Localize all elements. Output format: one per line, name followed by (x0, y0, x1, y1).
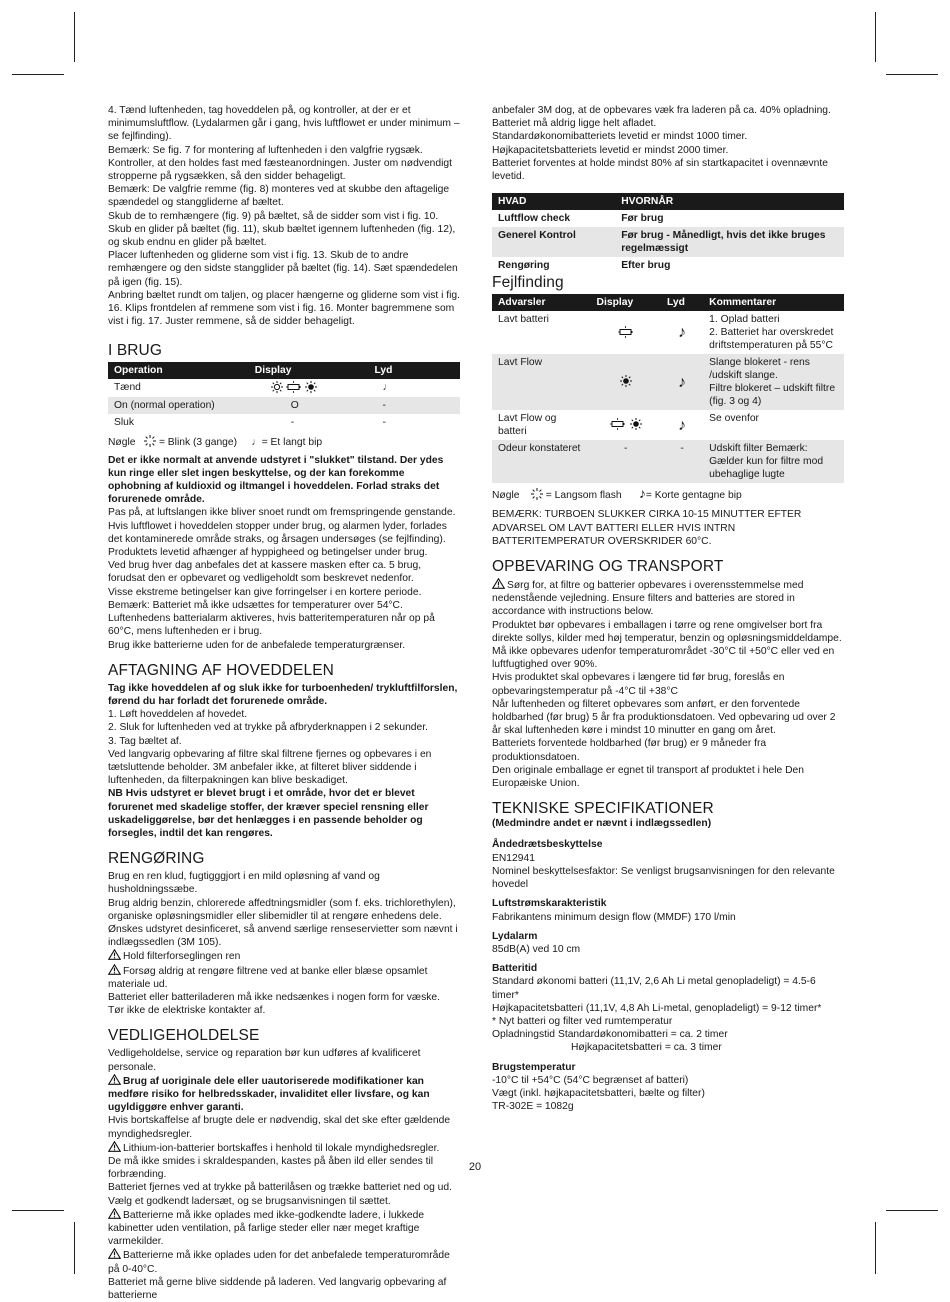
spec-value: EN12941 (492, 852, 535, 864)
paragraph: Tør ikke de elektriske kontakter af. (108, 1005, 266, 1017)
aftagning-bold-intro: Tag ikke hoveddelen af og sluk ikke for turboenheden/ trykluftfilforslen, førend du har forladt det forurenede område. (108, 682, 458, 707)
when-cell: Før brug - Månedligt, hvis det ikke bruges regelmæssigt (615, 227, 844, 257)
crop-mark (12, 1210, 64, 1211)
intro-paragraph: 4. Tænd luftenheden, tag hoveddelen på, og kontroller, at der er et minimumsluftflow. (Lydalarmen går i gang, hvis luftflowet er under minimum – se fejlfinding). (108, 105, 460, 143)
paragraph: Visse ekstreme betingelser kan give forringelser i en kortere periode. (108, 586, 422, 598)
key-legend (492, 487, 844, 502)
warning-bold: Det er ikke normalt at anvende udstyret i "slukket" tilstand. Der ydes kun ringe eller slet ingen beskyttelse, og der kan forekomme ophobning af kuldioxid og iltmangel i hoveddelen. Forlad straks det forurenede område. (108, 454, 444, 506)
crop-mark (875, 12, 876, 62)
comments-cell: Se ovenfor (709, 413, 759, 425)
key-label: Nøgle (108, 437, 136, 449)
intro-paragraph: Skub en glider på bæltet (fig. 11), skub bæltet igennem luftenheden (fig. 12), og skub endnu en glider på bæltet. (108, 223, 456, 249)
paragraph: Brug aldrig benzin, chlorerede affedtningsmidler (som f. eks. trichlorethylen), organiske opløsningsmidler eller slibemidler til at rengøre enhedens dele. (108, 897, 456, 922)
paragraph: Ved brug hver dag anbefales det at kassere masken efter ca. 5 brug, forudsat den er opbevaret og vedligeholdt som beskrevet nedenfor. (108, 560, 422, 585)
charge-time-block (492, 1028, 844, 1054)
operation-cell: On (normal operation) (108, 397, 249, 414)
crop-mark (875, 1222, 876, 1274)
warning-line: Sørg for, at filtre og batterier opbevares i overensstemmelse med nedenstående vejledning. Ensure filters and batteries are stored in accordance with instructions below. (492, 580, 804, 618)
crop-mark (886, 74, 938, 75)
paragraph: Bemærk: Batteriet må ikke udsættes for temperaturer over 54°C. Luftenhedens batterialarm aktiveres, hvis batteritemperaturen når op på 60°C, mens luftenheden er i brug. (108, 599, 435, 638)
display-cell: - (290, 417, 295, 429)
sound-cell: ♩ (382, 382, 393, 394)
paragraph: Batteriet må gerne blive siddende på laderen. Ved langvarig opbevaring af batterierne (108, 1276, 447, 1302)
spec-value: 85dB(A) ved 10 cm (492, 943, 581, 955)
sun-icon (271, 381, 283, 393)
table-row (492, 440, 844, 483)
display-cell: - (591, 440, 661, 483)
warning-line: Brug af uoriginale dele eller uautoriserede modifikationer kan medføre risiko for helbredsskader, invaliditet eller livsfare, og kan ugyldiggøre enhver garanti. (108, 1075, 430, 1114)
fan-blink-icon (620, 375, 632, 387)
warning-line: Batterierne må ikke oplades uden for det anbefalede temperaturområde på 0-40°C. (108, 1250, 450, 1275)
paragraph: Batteriets forventede holdbarhed (før brug) er 9 måneder fra produktionsdatoen. (492, 738, 767, 763)
paragraph: Når luftenheden og filteret opbevares som anført, er den forventede holdbarhed (før brug) 5 år fra produktionsdatoen. Ved opbevaring ud over 2 år skal luftenheden køre i mindst 10 minutter en gang om året. (492, 698, 836, 737)
long-beep-icon: ♩ (251, 437, 262, 449)
section-heading-tekniske: TEKNISKE SPECIFIKATIONER (492, 800, 714, 818)
paragraph: Vedligeholdelse, service og reparation bør kun udføres af kvalificeret personale. (108, 1048, 421, 1073)
warning-cell: Odeur konstateret (492, 440, 591, 483)
operation-table (108, 362, 460, 431)
warning-triangle-icon (108, 1208, 121, 1219)
key-legend (108, 435, 460, 449)
spec-value: TR-302E = 1082g (492, 1101, 574, 1113)
paragraph: Batteriet forventes at holde mindst 80% af sin startkapacitet i ovennævnte levetid. (492, 157, 828, 183)
operation-cell: Sluk (114, 417, 135, 429)
warning-line: Lithium-ion-batterier bortskaffes i henhold til lokale myndighedsregler. (108, 1141, 460, 1155)
step: 3. Tag bæltet af. (108, 735, 182, 747)
warning-triangle-icon (108, 964, 121, 975)
paragraph: Produktets levetid afhænger af hyppigheed og betingelser under brug. (108, 547, 428, 559)
when-cell: Før brug (621, 213, 664, 225)
paragraph: Produktet bør opbevares i emballagen i tørre og rene omgivelser bort fra direkte sollys, kilder med høj temperatur, benzin og opløsningsmiddeldampe. (492, 619, 842, 644)
short-beep-icon: ♪ (638, 485, 646, 502)
table-row (492, 311, 844, 354)
section-heading-fejlfinding: Fejlfinding (492, 274, 564, 292)
table-row (492, 410, 844, 440)
table-header: Advarsler (492, 294, 591, 311)
fan-blink-icon (630, 418, 642, 430)
spec-value: Vægt (inkl. højkapacitetsbatteri, bælte og filter) (492, 1087, 705, 1099)
turbo-note: BEMÆRK: TURBOEN SLUKKER CIRKA 10-15 MINUTTER EFTER ADVARSEL OM LAVT BATTERI ELLER HVIS INTRN BATTERITEMPERATUR OVERSKRIDER 60°C. (492, 509, 802, 547)
warning-cell: Lavt batteri (498, 314, 549, 326)
intro-paragraph: Placer luftenheden og gliderne som vist i fig. 13. Skub de to andre remhængere og den sidste stangglider på bæltet (fig. 14). Sæt spændedelen på igen (fig. 15). (108, 250, 458, 288)
intro-paragraph: Anbring bæltet rundt om taljen, og placer hængerne og gliderne som vist i fig. 16. Klips frontdelen af remmene som vist i fig. 16. Monter bagremmene som vist i fig. 17. Juster remmene, så de sidder behageligt. (108, 289, 461, 328)
spec-value: Nominel beskyttelsesfaktor: Se venligst brugsanvisningen for den relevante hovedel (492, 865, 835, 891)
intro-paragraph: Skub de to remhængere (fig. 9) på bæltet, så de sidder som vist i fig. 10. (108, 210, 439, 222)
warning-cell: Lavt Flow og batteri (498, 413, 557, 438)
paragraph: Hvis produktet skal opbevares i længere tid før brug, foreslås en opbevaringstemperatur på -4°C til +38°C (492, 672, 785, 697)
spec-title: Lydalarm (492, 930, 538, 942)
display-cell: O (249, 397, 369, 414)
section-heading-opbevaring: OPBEVARING OG TRANSPORT (492, 558, 724, 576)
section-heading-aftagning: AFTAGNING AF HOVEDDELEN (108, 661, 334, 679)
paragraph: Hvis bortskaffelse af brugte dele er nødvendig, skal det ske efter gældende myndighedsregler. (108, 1115, 451, 1140)
paragraph: Vælg et godkendt ladersæt, og se brugsanvisningen til sættet. (108, 1195, 391, 1207)
charge-label: Opladningstid (492, 1029, 555, 1041)
paragraph: Hvis luftflowet i hoveddelen stopper under brug, og alarmen lyder, forlades det kontaminerede område straks, og årsagen undersøges (se fejlfinding). (108, 520, 447, 545)
spec-value: Fabrikantens minimum design flow (MMDF) 170 l/min (492, 911, 736, 923)
slow-flash-icon (531, 488, 543, 500)
what-cell: Luftflow check (498, 213, 571, 225)
paragraph: Standardøkonomibatteriets levetid er mindst 1000 timer. (492, 131, 748, 143)
comments-cell: Udskift filter Bemærk: Gælder kun for filtre mod ubehaglige lugte (703, 440, 844, 483)
warning-triangle-icon (108, 1074, 121, 1085)
table-header: Display (249, 362, 369, 379)
intro-paragraph: Bemærk: Se fig. 7 for montering af luftenheden i den valgfrie rygsæk. Kontroller, at den holdes fast med fæsteanordningen. Juster om nødvendigt stropperne på rygsækken, så den sidder behageligt. (108, 144, 453, 183)
warning-line: Forsøg aldrig at rengøre filtrene ved at banke eller blæse opsamlet materiale ud. (108, 965, 428, 990)
paragraph: Den originale emballage er egnet til transport af produktet i hele Den Europæiske Union. (492, 764, 804, 790)
crop-mark (74, 1222, 75, 1274)
paragraph: De må ikke smides i skraldespanden, kastes på åben ild eller sendes til forbrænding. (108, 1156, 434, 1181)
battery-blink-icon (617, 326, 635, 338)
crop-mark (886, 1210, 938, 1211)
table-header: HVORNÅR (615, 193, 844, 210)
paragraph: anbefaler 3M dog, at de opbevares væk fra laderen på ca. 40% opladning. Batteriet må aldrig ligge helt afladet. (492, 105, 831, 130)
sound-cell: - (661, 440, 703, 483)
warning-triangle-icon (108, 949, 121, 960)
what-cell: Rengøring (498, 260, 550, 272)
table-row (492, 227, 844, 257)
paragraph: Brug ikke batterierne uden for de anbefalede temperaturgrænser. (108, 639, 406, 651)
spec-title: Åndedrætsbeskyttelse (492, 839, 603, 851)
spec-value: Standardøkonomibatteri = ca. 2 timer (557, 1029, 728, 1041)
battery-blink-icon (609, 418, 627, 430)
key-blink-text: = Blink (3 gange) (158, 437, 238, 449)
fan-blink-icon (305, 381, 317, 393)
table-row (492, 257, 844, 274)
paragraph: Pas på, at luftslangen ikke bliver snoet rundt om fremspringende genstande. (108, 507, 456, 519)
maintenance-schedule-table (492, 193, 844, 274)
paragraph: Må ikke opbevares udenfor temperaturområdet -30°C til +50°C eller ved en luftfugtighed over 90%. (492, 646, 835, 671)
table-row (108, 397, 460, 414)
operation-cell: Tænd (114, 382, 141, 394)
key-beep-text: = Et langt bip (261, 437, 323, 449)
table-header: Kommentarer (703, 294, 844, 311)
sound-cell: ♪ (678, 324, 687, 342)
table-header: HVAD (492, 193, 615, 210)
nb-bold: NB Hvis udstyret er blevet brugt i et område, hvor det er blevet forurenet med skadelige stoffer, der kræver speciel rensning eller uskadeliggørelse, bør det henlægges i en passende beholder og forsegles, indtil det kan rengøres. (108, 788, 429, 839)
blink-icon (144, 435, 156, 447)
step: 1. Løft hoveddelen af hovedet. (108, 709, 248, 721)
paragraph: Ønskes udstyret desinficeret, så anvend særlige renseservietter som nævnt i indlægssedlen (3M 105). (108, 923, 458, 949)
warning-line: Hold filterforseglingen ren (108, 949, 460, 963)
table-header: Lyd (661, 294, 703, 311)
table-header: Display (591, 294, 661, 311)
intro-paragraph: Bemærk: De valgfrie remme (fig. 8) monteres ved at skubbe den aftagelige spændedel og stanggliderne af bæltet. (108, 184, 450, 209)
crop-mark (74, 12, 75, 62)
sound-cell: ♪ (678, 416, 687, 434)
display-cell (249, 379, 369, 397)
left-column (108, 104, 460, 1302)
paragraph: Batteriet eller batteriladeren må ikke nedsænkes i nogen form for væske. (108, 991, 440, 1003)
right-column (492, 104, 844, 1113)
comments-cell: Slange blokeret - rens /udskift slange. Filtre blokeret – udskift filtre (fig. 3 og 4) (703, 354, 844, 410)
section-heading-rengoring: RENGØRING (108, 850, 205, 868)
spec-value: Højkapacitetsbatteri (11,1V, 4,8 Ah Li-metal, genopladeligt) = 9-12 timer* (492, 1002, 822, 1014)
spec-title: Brugstemperatur (492, 1061, 576, 1073)
spec-title: Batteritid (492, 963, 538, 975)
page-number: 20 (468, 1161, 482, 1173)
paragraph: Brug en ren klud, fugtigggjort i en mild opløsning af vand og husholdningssæbe. (108, 871, 380, 896)
key-label: Nøgle (492, 490, 520, 502)
crop-mark (12, 74, 64, 75)
table-header: Lyd (368, 362, 460, 379)
what-cell: Generel Kontrol (492, 227, 615, 257)
sound-cell: - (382, 417, 386, 429)
troubleshooting-table (492, 294, 844, 483)
paragraph: Ved langvarig opbevaring af filtre skal filtrene fjernes og opbevares i en tætsluttende beholder. 3M anbefaler ikke, at filteret bliver siddende i luftenheden, da filterpakningen kan blive beskadiget. (108, 748, 432, 787)
spec-value: -10°C til +54°C (54°C begrænset af batteri) (492, 1074, 689, 1086)
spec-value: Højkapacitetsbatteri = ca. 3 timer (570, 1042, 722, 1054)
warning-cell: Lavt Flow (492, 354, 591, 410)
key-flash-text: = Langsom flash (545, 490, 622, 502)
section-heading-vedligeholdelse: VEDLIGEHOLDELSE (108, 1027, 260, 1045)
warning-triangle-icon (492, 578, 505, 589)
sound-cell: ♪ (661, 354, 703, 410)
paragraph: Batteriet fjernes ved at trykke på batterilåsen og trække batteriet ned og ud. (108, 1182, 452, 1194)
spec-value: Standard økonomi batteri (11,1V, 2,6 Ah Li metal genopladeligt) = 4.5-6 timer* (492, 976, 816, 1001)
warning-triangle-icon (108, 1248, 121, 1259)
step: 2. Sluk for luftenheden ved at trykke på afbryderknappen i 2 sekunder. (108, 722, 428, 734)
sound-cell: - (368, 397, 460, 414)
table-row (108, 379, 460, 397)
section-heading-i-brug: I BRUG (108, 342, 162, 360)
table-row (492, 354, 844, 410)
warning-triangle-icon (108, 1141, 121, 1152)
display-cell (591, 354, 661, 410)
warning-line: Batterierne må ikke oplades med ikke-godkendte ladere, i lukkede kabinetter uden ventilation, på farlige steder eller nær meget kraftige varmekilder. (108, 1209, 425, 1248)
spec-title: Luftstrømskarakteristik (492, 898, 607, 910)
battery-blink-icon (286, 381, 302, 393)
spec-value: * Nyt batteri og filter ved rumtemperatur (492, 1015, 673, 1027)
key-beep-text: = Korte gentagne bip (645, 490, 742, 502)
display-cell (591, 311, 661, 354)
table-row (492, 210, 844, 227)
table-header: Operation (108, 362, 249, 379)
when-cell: Efter brug (621, 260, 671, 272)
comments-cell: 1. Oplad batteri 2. Batteriet har overskredet driftstemperaturen på 55°C (709, 314, 834, 352)
display-cell (591, 410, 661, 440)
tekniske-subheading: (Medmindre andet er nævnt i indlægssedlen) (492, 818, 712, 830)
table-row (108, 414, 460, 431)
paragraph: Højkapacitetsbatteriets levetid er mindst 2000 timer. (492, 144, 729, 156)
